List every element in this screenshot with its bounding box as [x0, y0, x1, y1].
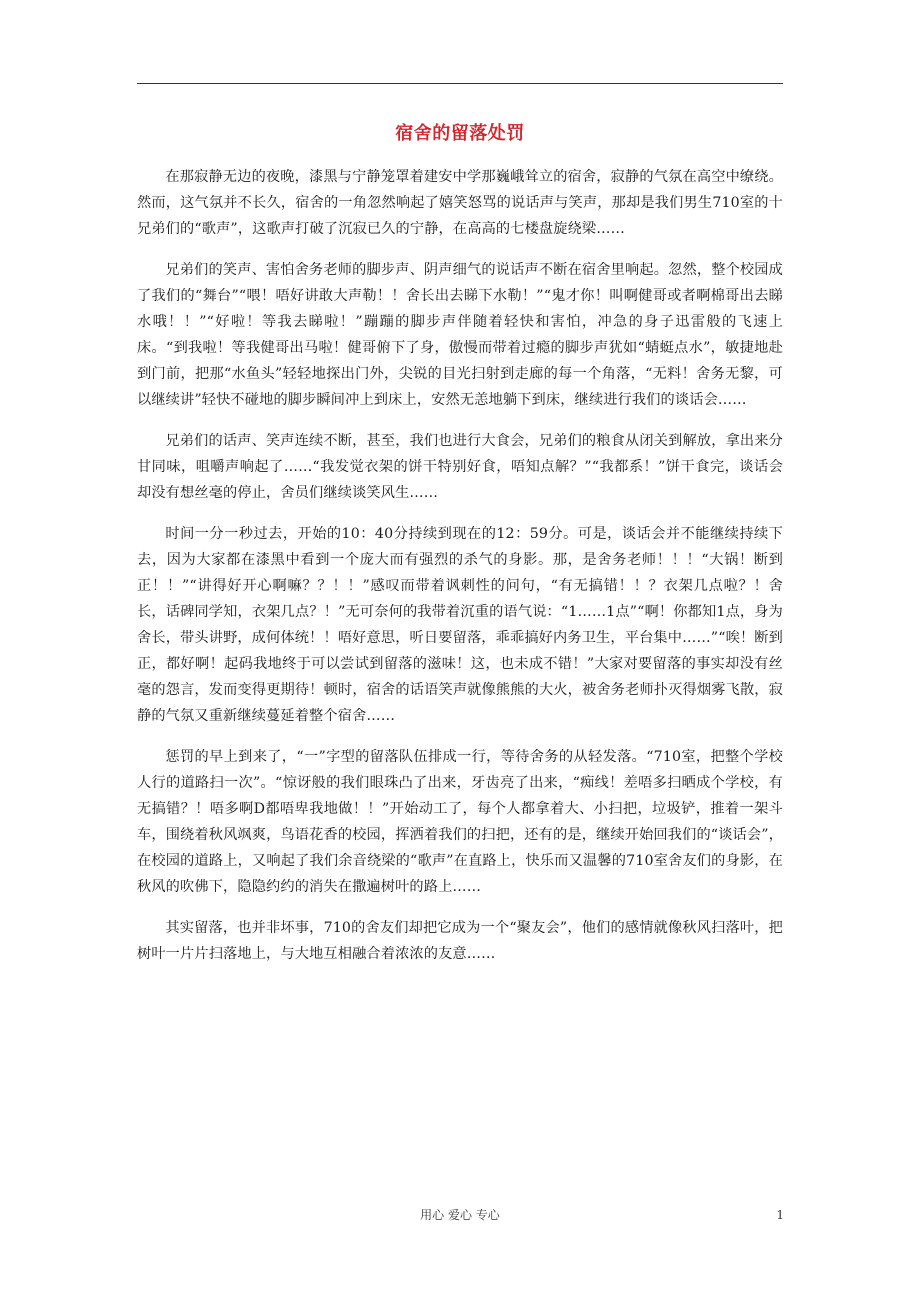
footer-motto: 用心 爱心 专心: [420, 1208, 500, 1222]
article-body: [137, 164, 783, 982]
paragraph-4: 时间一分一秒过去，开始的10：40分持续到现在的12：59分。可是，谈话会并不能继续持续下去，因为大家都在漆黑中看到一个庞大而有强烈的杀气的身影。那，是舍务老师！！！“大锅！断到正！！”“讲得好开心啊嘛？？！！”感叹而带着讽刺性的问句，“有无搞错！！？衣架几点啦？！舍长，话碑同学知，衣架几点？！”无可奈何的我带着沉重的语气说：“1……1点”“啊！你都知1点，身为舍长，带头讲野，成何体统！！唔好意思，听日要留落，乖乖搞好内务卫生，平台集中……”“唉！断到正，都好啊！起码我地终于可以尝试到留落的滋味！这，也未成不错！”大家对要留落的事实却没有丝毫的怨言，发而变得更期待！顿时，宿舍的话语笑声就像熊熊的大火，被舍务老师扑灭得烟雾飞散，寂静的气氛又重新继续蔓延着整个宿舍……: [137, 526, 783, 724]
paragraph-3: 兄弟们的话声、笑声连续不断，甚至，我们也进行大食会，兄弟们的粮食从闭关到解放，拿出来分甘同味，咀嚼声响起了……“我发觉衣架的饼干特别好食，唔知点解？”“我都系！”饼干食完，谈话会却没有想丝毫的停止，舍员们继续谈笑风生……: [137, 433, 783, 501]
paragraph-6: 其实留落，也并非坏事，710的舍友们却把它成为一个“聚友会”，他们的感情就像秋风扫落叶，把树叶一片片扫落地上，与大地互相融合着浓浓的友意……: [137, 920, 783, 962]
page-number: 1: [776, 1208, 784, 1222]
paragraph-5: 惩罚的早上到来了，“一”字型的留落队伍排成一行，等待舍务的从轻发落。“710室，把整个学校人行的道路扫一次”。“惊讶般的我们眼珠凸了出来，牙齿亮了出来，“痴线！差唔多扫晒成个学校，有无搞错？！唔多啊D都唔卑我地做！！”开始动工了，每个人都拿着大、小扫把，垃圾铲，推着一架斗车，围绕着秋风飒爽，鸟语花香的校园，挥洒着我们的扫把，还有的是，继续开始回我们的“谈话会”，在校园的道路上，又响起了我们余音绕梁的“歌声”在直路上，快乐而又温馨的710室舍友们的身影，在秋风的吹佛下，隐隐约约的消失在撒遍树叶的路上……: [137, 749, 783, 895]
document-title: 宿舍的留落处罚: [395, 123, 525, 144]
paragraph-2: 兄弟们的笑声、害怕舍务老师的脚步声、阴声细气的说话声不断在宿舍里响起。忽然，整个校园成了我们的“舞台”“喂！唔好讲敢大声勒！！舍长出去睇下水勒！”“鬼才你！叫啊健哥或者啊棉哥出去睇水哦！！”“好啦！等我去睇啦！”蹦蹦的脚步声伴随着轻快和害怕，冲急的身子迅雷般的飞速上床。“到我啦！等我健哥出马啦！健哥俯下了身，傲慢而带着过瘾的脚步声犹如“蜻蜓点水”，敏捷地赴到门前，把那“水鱼头”轻轻地探出门外，尖锐的目光扫射到走廊的每一个角落，“无料！舍务无黎，可以继续讲”轻快不碰地的脚步瞬间冲上到床上，安然无恙地躺下到床，继续进行我们的谈话会……: [137, 262, 783, 408]
header-rule: [137, 83, 783, 84]
paragraph-1: 在那寂静无边的夜晚，漆黑与宁静笼罩着建安中学那巍峨耸立的宿舍，寂静的气氛在高空中缭绕。然而，这气氛并不长久，宿舍的一角忽然响起了嬉笑怒骂的说话声与笑声，那却是我们男生710室的十兄弟们的“歌声”，这歌声打破了沉寂已久的宁静，在高高的七楼盘旋绕梁……: [137, 169, 783, 237]
